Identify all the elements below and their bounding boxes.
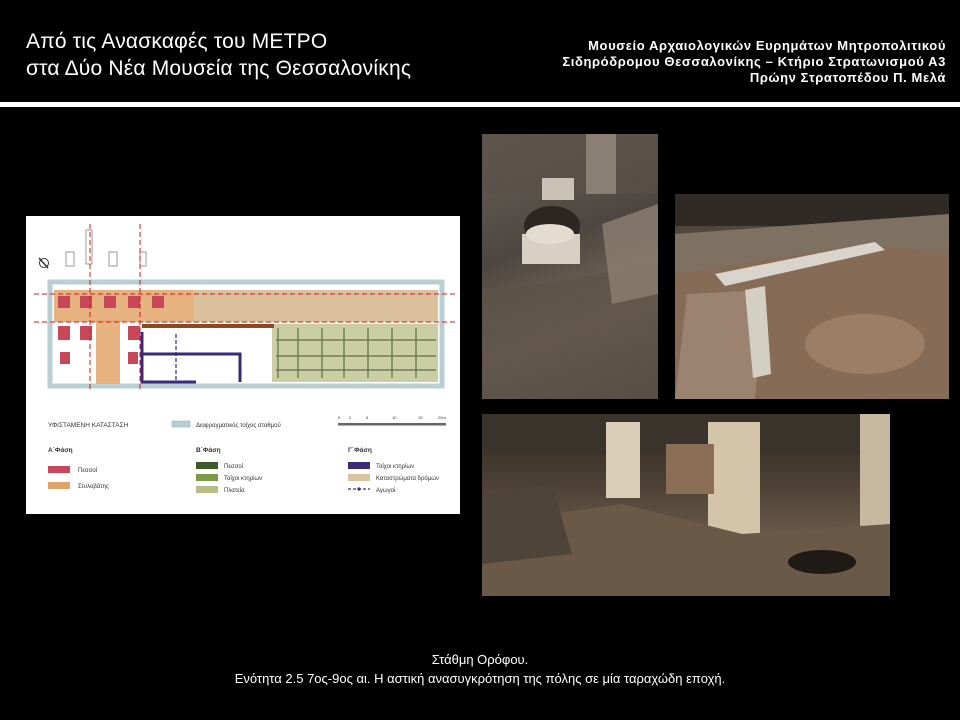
- legend-c-roads: Καταστρώματα δρόμων: [376, 476, 439, 482]
- scale-tick: 20m: [438, 415, 446, 420]
- photo-content: [482, 134, 658, 399]
- plan-outline-element: [109, 252, 117, 266]
- plan-c-phase-walls: [142, 332, 240, 382]
- legend-a-stylobate: Στυλοβάτης: [78, 484, 109, 490]
- scale-tick: 5: [366, 415, 369, 420]
- excavation-photo-columns: [482, 414, 890, 596]
- legend-swatch-a-piers: [48, 466, 70, 473]
- plan-outline-element: [86, 230, 92, 264]
- legend-swatch-a-stylobate: [48, 482, 70, 489]
- legend-swatch-b-piers: [196, 462, 218, 469]
- legend-swatch-c-roads: [348, 474, 370, 481]
- excavation-photo-column-base: [482, 134, 658, 399]
- museum-name-line-2: Σιδηρόδρομου Θεσσαλονίκης – Κτήριο Στρατωνισμού Α3: [562, 54, 946, 69]
- legend-diaphragm-wall: Διαφραγματικός τοίχος σταθμού: [196, 423, 281, 429]
- scale-tick: 15: [418, 415, 423, 420]
- caption-level: Στάθμη Ορόφου.: [431, 652, 529, 667]
- scale-tick: 0: [338, 415, 341, 420]
- legend-b-piers: Πεσσοί: [224, 464, 244, 470]
- scale-bar: [338, 415, 446, 426]
- caption-section: Ενότητα 2.5 7ος-9ος αι. Η αστική ανασυγκρότηση της πόλης σε μία ταραχώδη εποχή.: [234, 671, 726, 686]
- excavation-photo-walls: [675, 194, 949, 399]
- legend-b-plateia: Πλατεία: [224, 488, 245, 494]
- site-plan-drawing: [26, 216, 460, 514]
- north-arrow-icon: [39, 258, 49, 268]
- header-divider: [0, 102, 960, 107]
- slide-title-line-1: Από τις Ανασκαφές του ΜΕΤΡΟ: [26, 30, 328, 53]
- legend-c-conduits: Αγωγοί: [376, 488, 396, 494]
- plan-brown-wall: [142, 324, 274, 328]
- slide-title: [26, 28, 411, 82]
- museum-name: [562, 38, 946, 86]
- slide-title-line-2: στα Δύο Νέα Μουσεία της Θεσσαλονίκης: [26, 57, 412, 80]
- photo-content: [482, 414, 890, 596]
- legend-phase-b-title: Β΄Φάση: [196, 447, 221, 454]
- plan-stylobate-branch: [96, 320, 120, 384]
- plan-road-deck: [194, 290, 438, 322]
- legend-swatch-c-conduits: [348, 487, 370, 490]
- legend-c-walls: Τοίχοι κτηρίων: [376, 464, 415, 470]
- museum-name-line-1: Μουσείο Αρχαιολογικών Ευρημάτων Μητροπολιτικού: [588, 38, 946, 53]
- site-plan: [26, 216, 460, 514]
- legend-swatch-b-plateia: [196, 486, 218, 493]
- legend-phase-c-title: Γ΄Φάση: [348, 447, 372, 454]
- museum-name-line-3: Πρώην Στρατοπέδου Π. Μελά: [749, 70, 946, 85]
- legend-swatch-c-walls: [348, 462, 370, 469]
- legend-swatch-diaphragm: [172, 421, 190, 427]
- scale-tick: 2: [349, 415, 352, 420]
- legend-b-walls: Τοίχοι κτηρίων: [224, 476, 263, 482]
- legend-existing-state: ΥΦΙΣΤΑΜΕΝΗ ΚΑΤΑΣΤΑΣΗ: [48, 422, 129, 429]
- plan-plateia: [272, 324, 438, 382]
- legend-phase-a-title: Α΄Φάση: [48, 447, 73, 454]
- scale-tick: 10: [392, 415, 397, 420]
- plan-outline-element: [140, 252, 146, 266]
- photo-content: [675, 194, 949, 399]
- legend-swatch-b-walls: [196, 474, 218, 481]
- plan-outline-element: [66, 252, 74, 266]
- legend-a-piers: Πεσσοί: [78, 468, 98, 474]
